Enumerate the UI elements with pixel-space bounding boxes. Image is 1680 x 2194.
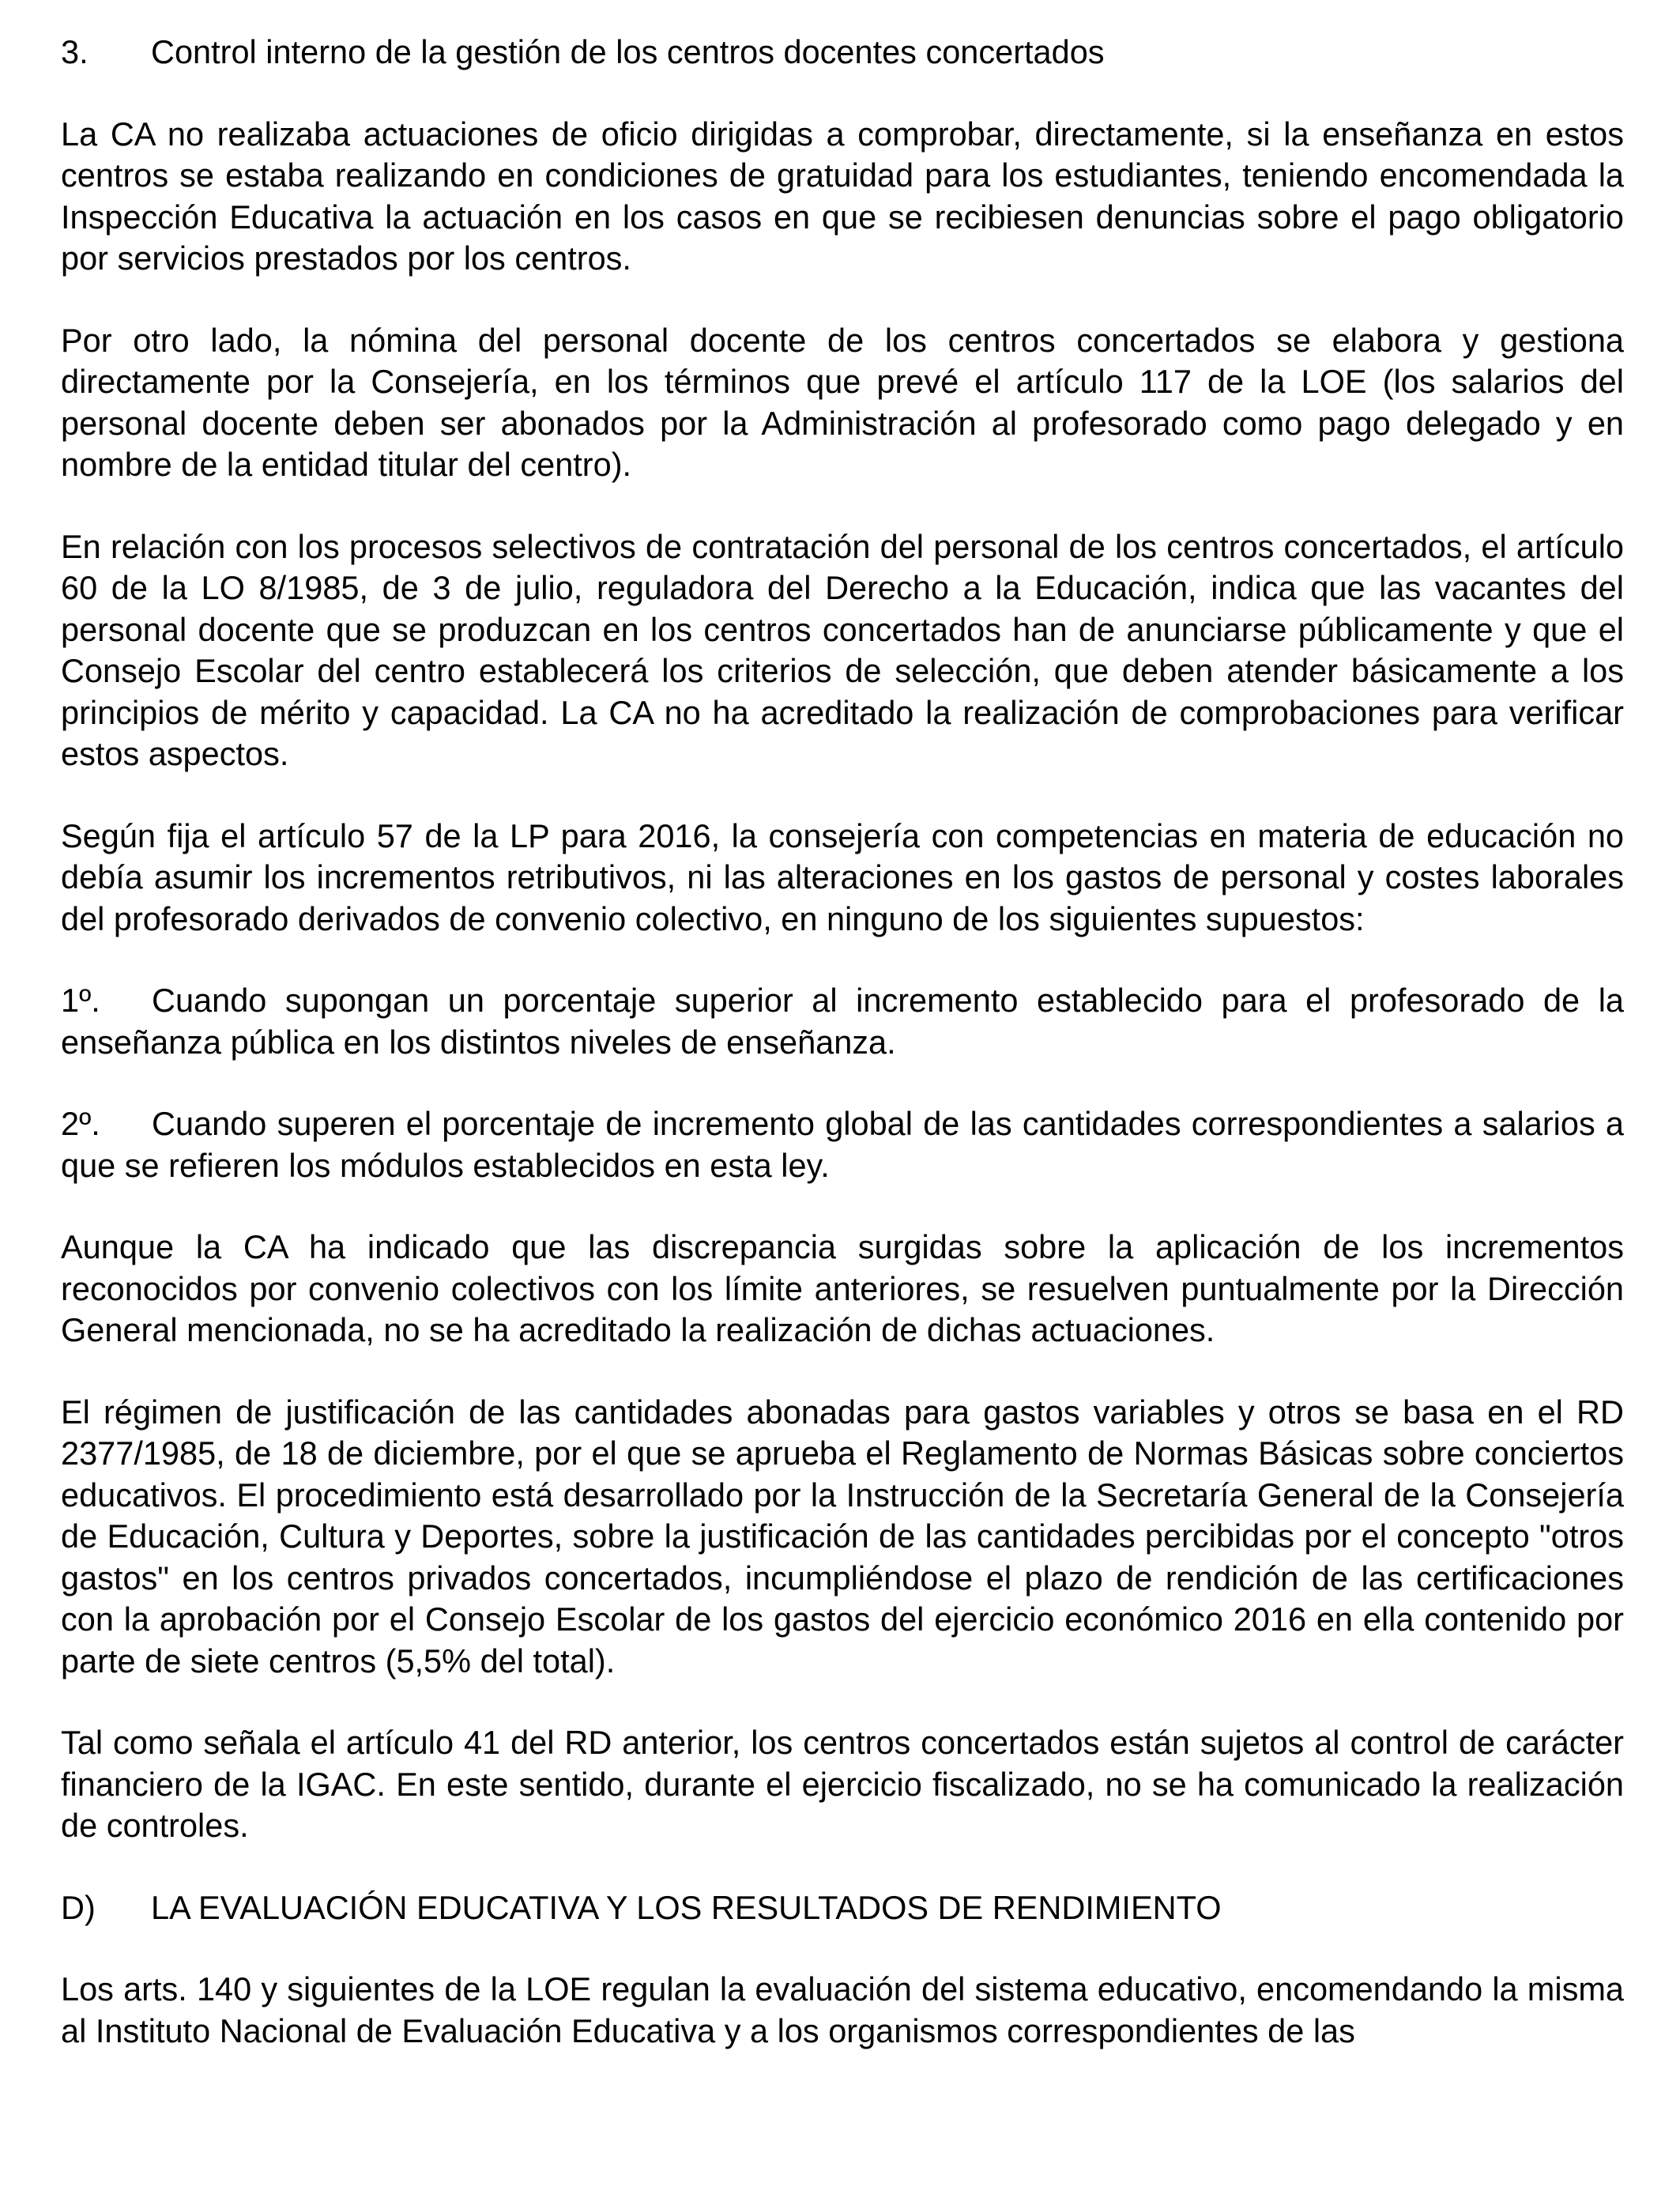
subsection-title: LA EVALUACIÓN EDUCATIVA Y LOS RESULTADOS DE RENDIMIENTO (151, 1888, 1222, 1926)
paragraph-evaluacion: Los arts. 140 y siguientes de la LOE regulan la evaluación del sistema educativo, encomendando la misma al Instituto Nacional de Evaluación Educativa y a los organismos correspondientes de las (61, 1970, 1624, 2049)
list-item-text: Cuando superen el porcentaje de incremento global de las cantidades correspondientes a salarios a que se refieren los módulos establecidos en esta ley. (61, 1105, 1624, 1184)
paragraph-nomina: Por otro lado, la nómina del personal docente de los centros concertados se elabora y gestiona directamente por la Consejería, en los términos que prevé el artículo 117 de la LOE (los salarios del personal docente deben ser abonados por la Administración al profesorado como pago delegado y en nombre de la entidad titular del centro). (61, 321, 1624, 483)
list-item-number: 2º. (61, 1105, 100, 1142)
section-title: Control interno de la gestión de los centros docentes concertados (151, 33, 1105, 70)
document-page (61, 32, 1624, 2052)
section-heading (61, 32, 1624, 74)
paragraph-control-financiero: Tal como señala el artículo 41 del RD anterior, los centros concertados están sujetos al control de carácter financiero de la IGAC. En este sentido, durante el ejercicio fiscalizado, no se ha comunicado la realización de controles. (61, 1724, 1624, 1844)
subsection-letter: D) (61, 1888, 96, 1926)
subsection-heading (61, 1887, 1624, 1929)
paragraph-gratuidad: La CA no realizaba actuaciones de oficio dirigidas a comprobar, directamente, si la enseñanza en estos centros se estaba realizando en condiciones de gratuidad para los estudiantes, teniendo encomendada la Inspección Educativa la actuación en los casos en que se recibiesen denuncias sobre el pago obligatorio por servicios prestados por los centros. (61, 115, 1624, 277)
paragraph-discrepancias: Aunque la CA ha indicado que las discrepancia surgidas sobre la aplicación de los incrementos reconocidos por convenio colectivos con los límite anteriores, se resuelven puntualmente por la Dirección General mencionada, no se ha acreditado la realización de dichas actuaciones. (61, 1228, 1624, 1348)
list-item-text: Cuando supongan un porcentaje superior al incremento establecido para el profesorado de la enseñanza pública en los distintos niveles de enseñanza. (61, 982, 1624, 1061)
paragraph-procesos-selectivos: En relación con los procesos selectivos de contratación del personal de los centros concertados, el artículo 60 de la LO 8/1985, de 3 de julio, reguladora del Derecho a la Educación, indica que las vacantes del personal docente que se produzcan en los centros concertados han de anunciarse públicamente y que el Consejo Escolar del centro establecerá los criterios de selección, que deben atender básicamente a los principios de mérito y capacidad. La CA no ha acreditado la realización de comprobaciones para verificar estos aspectos. (61, 527, 1624, 772)
list-item (61, 1103, 1624, 1186)
paragraph-articulo-57: Según fija el artículo 57 de la LP para 2016, la consejería con competencias en materia de educación no debía asumir los incrementos retributivos, ni las alteraciones en los gastos de personal y costes laborales del profesorado derivados de convenio colectivo, en ninguno de los siguientes supuestos: (61, 816, 1624, 937)
list-item (61, 980, 1624, 1063)
list-item-number: 1º. (61, 982, 100, 1019)
section-number: 3. (61, 33, 89, 70)
paragraph-justificacion: El régimen de justificación de las cantidades abonadas para gastos variables y otros se basa en el RD 2377/1985, de 18 de diciembre, por el que se aprueba el Reglamento de Normas Básicas sobre conciertos educativos. El procedimiento está desarrollado por la Instrucción de la Secretaría General de la Consejería de Educación, Cultura y Deportes, sobre la justificación de las cantidades percibidas por el concepto "otros gastos" en los centros privados concertados, incumpliéndose el plazo de rendición de las certificaciones con la aprobación por el Consejo Escolar de los gastos del ejercicio económico 2016 en ella contenido por parte de siete centros (5,5% del total). (61, 1393, 1624, 1679)
